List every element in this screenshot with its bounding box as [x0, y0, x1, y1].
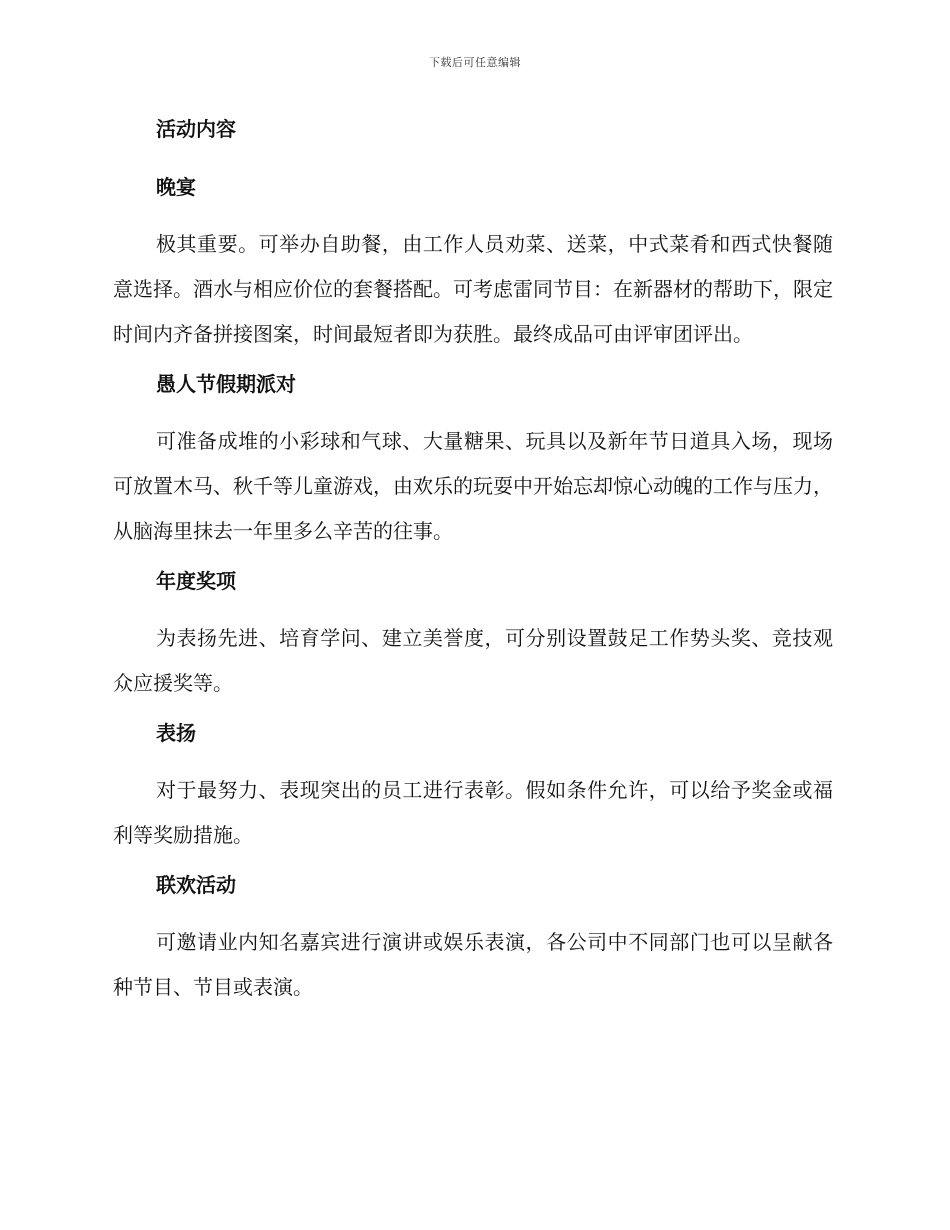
section-heading-gala: 联欢活动	[156, 873, 236, 897]
document-title: 活动内容	[156, 117, 236, 141]
section-body-gala: 可邀请业内知名嘉宾进行演讲或娱乐表演，各公司中不同部门也可以呈献各种节目、节目或表演。	[113, 930, 833, 999]
section-body-commendation: 对于最努力、表现突出的员工进行表彰。假如条件允许，可以给予奖金或福利等奖励措施。	[113, 778, 833, 847]
section-body-party: 可准备成堆的小彩球和气球、大量糖果、玩具以及新年节日道具入场，现场可放置木马、秋千等儿童游戏，由欢乐的玩耍中开始忘却惊心动魄的工作与压力，从脑海里抹去一年里多么辛苦的往事。	[113, 429, 833, 543]
section-heading-banquet: 晚宴	[156, 175, 196, 199]
section-heading-party: 愚人节假期派对	[156, 372, 296, 396]
section-heading-awards: 年度奖项	[156, 569, 236, 593]
section-body-banquet: 极其重要。可举办自助餐，由工作人员劝菜、送菜，中式菜肴和西式快餐随意选择。酒水与相应价位的套餐搭配。可考虑雷同节目：在新器材的帮助下，限定时间内齐备拼接图案，时间最短者即为获胜。最终成品可由评审团评出。	[113, 232, 833, 346]
page-header-note: 下载后可任意编辑	[429, 56, 521, 69]
section-body-awards: 为表扬先进、培育学问、建立美誉度，可分别设置鼓足工作势头奖、竞技观众应援奖等。	[113, 626, 833, 695]
document-content	[113, 110, 833, 1018]
section-heading-commendation: 表扬	[156, 721, 196, 745]
